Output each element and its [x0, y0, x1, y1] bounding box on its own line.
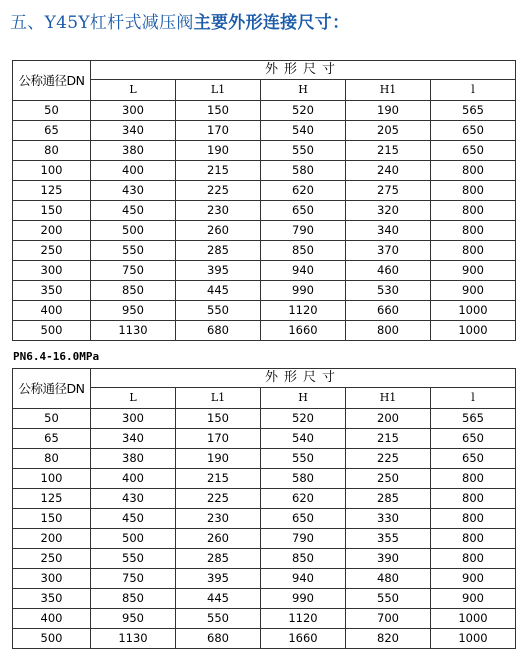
- table-cell: 550: [91, 241, 176, 261]
- table-cell: 250: [346, 469, 431, 489]
- dn-cell: 300: [13, 261, 91, 281]
- table-row: [13, 301, 516, 321]
- table-cell: 580: [261, 469, 346, 489]
- table-cell: 500: [91, 529, 176, 549]
- table-cell: 790: [261, 529, 346, 549]
- table-cell: 260: [176, 221, 261, 241]
- table-cell: 380: [91, 141, 176, 161]
- table-cell: 790: [261, 221, 346, 241]
- table-cell: 330: [346, 509, 431, 529]
- table-cell: 660: [346, 301, 431, 321]
- table-cell: 170: [176, 121, 261, 141]
- table-row: [13, 589, 516, 609]
- table-cell: 170: [176, 429, 261, 449]
- dn-cell: 80: [13, 449, 91, 469]
- table-row: [13, 489, 516, 509]
- dn-cell: 400: [13, 609, 91, 629]
- table-cell: 1120: [261, 301, 346, 321]
- table-cell: 650: [431, 121, 516, 141]
- table-cell: 530: [346, 281, 431, 301]
- table-row: [13, 221, 516, 241]
- column-header: H: [261, 80, 346, 101]
- table-cell: 215: [176, 469, 261, 489]
- table-cell: 900: [431, 281, 516, 301]
- table-cell: 900: [431, 589, 516, 609]
- table-cell: 1000: [431, 609, 516, 629]
- table-cell: 800: [431, 549, 516, 569]
- dn-cell: 200: [13, 221, 91, 241]
- table-row: [13, 629, 516, 649]
- table-cell: 500: [91, 221, 176, 241]
- table-cell: 225: [176, 489, 261, 509]
- table-cell: 650: [261, 509, 346, 529]
- table-cell: 800: [431, 161, 516, 181]
- table-cell: 450: [91, 201, 176, 221]
- table-cell: 800: [431, 509, 516, 529]
- table-cell: 1660: [261, 629, 346, 649]
- dn-header: 公称通径DN: [13, 61, 91, 101]
- table-cell: 285: [176, 241, 261, 261]
- column-header: L1: [176, 388, 261, 409]
- table-cell: 800: [431, 221, 516, 241]
- table-row: [13, 409, 516, 429]
- table-cell: 370: [346, 241, 431, 261]
- table-cell: 340: [346, 221, 431, 241]
- pressure-caption: PN6.4-16.0MPa: [13, 350, 100, 363]
- table-cell: 480: [346, 569, 431, 589]
- dn-cell: 400: [13, 301, 91, 321]
- table-row: [13, 201, 516, 221]
- table-row: [13, 509, 516, 529]
- column-header: H: [261, 388, 346, 409]
- table-cell: 215: [346, 429, 431, 449]
- table-cell: 750: [91, 569, 176, 589]
- table-cell: 620: [261, 489, 346, 509]
- column-header: l: [431, 388, 516, 409]
- table-cell: 650: [431, 449, 516, 469]
- table-cell: 990: [261, 589, 346, 609]
- table-cell: 320: [346, 201, 431, 221]
- table-row: [13, 281, 516, 301]
- table-cell: 800: [346, 321, 431, 341]
- dn-cell: 500: [13, 321, 91, 341]
- table-row: [13, 161, 516, 181]
- table-cell: 550: [261, 141, 346, 161]
- table-cell: 1130: [91, 321, 176, 341]
- table-cell: 1120: [261, 609, 346, 629]
- table-cell: 215: [176, 161, 261, 181]
- table-row: [13, 469, 516, 489]
- table-cell: 850: [261, 241, 346, 261]
- table-cell: 445: [176, 281, 261, 301]
- table-cell: 1130: [91, 629, 176, 649]
- dn-cell: 250: [13, 241, 91, 261]
- table-cell: 990: [261, 281, 346, 301]
- table-cell: 390: [346, 549, 431, 569]
- table-cell: 700: [346, 609, 431, 629]
- table-row: [13, 141, 516, 161]
- table-cell: 620: [261, 181, 346, 201]
- table-cell: 940: [261, 261, 346, 281]
- table-cell: 205: [346, 121, 431, 141]
- table-cell: 800: [431, 201, 516, 221]
- table-cell: 540: [261, 429, 346, 449]
- dn-cell: 50: [13, 101, 91, 121]
- table-cell: 680: [176, 629, 261, 649]
- table-cell: 400: [91, 469, 176, 489]
- table-cell: 820: [346, 629, 431, 649]
- table-cell: 240: [346, 161, 431, 181]
- table-cell: 1000: [431, 629, 516, 649]
- dn-cell: 100: [13, 469, 91, 489]
- table-cell: 800: [431, 181, 516, 201]
- table-cell: 355: [346, 529, 431, 549]
- table-cell: 550: [176, 301, 261, 321]
- table-row: [13, 241, 516, 261]
- dn-cell: 125: [13, 181, 91, 201]
- table-cell: 520: [261, 409, 346, 429]
- dn-cell: 150: [13, 509, 91, 529]
- table-cell: 200: [346, 409, 431, 429]
- table-cell: 1000: [431, 321, 516, 341]
- dn-cell: 100: [13, 161, 91, 181]
- dn-cell: 500: [13, 629, 91, 649]
- table-cell: 190: [176, 141, 261, 161]
- table-cell: 950: [91, 301, 176, 321]
- table-row: [13, 569, 516, 589]
- table-cell: 520: [261, 101, 346, 121]
- dn-cell: 350: [13, 281, 91, 301]
- table-cell: 300: [91, 409, 176, 429]
- table-row: [13, 181, 516, 201]
- table-row: [13, 121, 516, 141]
- table-cell: 430: [91, 181, 176, 201]
- table-cell: 460: [346, 261, 431, 281]
- table-cell: 800: [431, 489, 516, 509]
- table-cell: 225: [176, 181, 261, 201]
- table-cell: 275: [346, 181, 431, 201]
- table-row: [13, 609, 516, 629]
- table-cell: 445: [176, 589, 261, 609]
- dn-cell: 250: [13, 549, 91, 569]
- column-header: L1: [176, 80, 261, 101]
- table-cell: 285: [346, 489, 431, 509]
- table-cell: 940: [261, 569, 346, 589]
- table-cell: 395: [176, 569, 261, 589]
- table-cell: 950: [91, 609, 176, 629]
- table-row: [13, 529, 516, 549]
- table-row: [13, 449, 516, 469]
- dn-cell: 50: [13, 409, 91, 429]
- column-header: H1: [346, 388, 431, 409]
- table-row: [13, 429, 516, 449]
- table-cell: 380: [91, 449, 176, 469]
- table-cell: 225: [346, 449, 431, 469]
- table-row: [13, 261, 516, 281]
- table-cell: 230: [176, 201, 261, 221]
- table-cell: 800: [431, 241, 516, 261]
- dimensions-table-1: [12, 60, 516, 341]
- dn-cell: 125: [13, 489, 91, 509]
- table-cell: 1000: [431, 301, 516, 321]
- table-cell: 230: [176, 509, 261, 529]
- table-cell: 260: [176, 529, 261, 549]
- dn-cell: 80: [13, 141, 91, 161]
- heading-suffix: 主要外形连接尺寸：: [193, 13, 350, 33]
- dimensions-group-header: 外形尺寸: [91, 369, 516, 388]
- table-cell: 540: [261, 121, 346, 141]
- table-cell: 190: [346, 101, 431, 121]
- column-header: H1: [346, 80, 431, 101]
- column-header: L: [91, 388, 176, 409]
- table-cell: 650: [261, 201, 346, 221]
- table-cell: 850: [261, 549, 346, 569]
- table-cell: 800: [431, 469, 516, 489]
- column-header: L: [91, 80, 176, 101]
- dn-cell: 65: [13, 121, 91, 141]
- table-cell: 565: [431, 101, 516, 121]
- table-row: [13, 549, 516, 569]
- table-cell: 850: [91, 589, 176, 609]
- table-cell: 650: [431, 141, 516, 161]
- table-cell: 850: [91, 281, 176, 301]
- dimensions-table-2: [12, 368, 516, 649]
- table-row: [13, 101, 516, 121]
- table-cell: 150: [176, 101, 261, 121]
- table-cell: 550: [91, 549, 176, 569]
- table-cell: 300: [91, 101, 176, 121]
- dn-cell: 200: [13, 529, 91, 549]
- table-cell: 450: [91, 509, 176, 529]
- dn-cell: 65: [13, 429, 91, 449]
- dn-cell: 150: [13, 201, 91, 221]
- table-cell: 565: [431, 409, 516, 429]
- table-cell: 150: [176, 409, 261, 429]
- table-cell: 550: [176, 609, 261, 629]
- table-cell: 900: [431, 261, 516, 281]
- dimensions-group-header: 外形尺寸: [91, 61, 516, 80]
- table-cell: 190: [176, 449, 261, 469]
- table-cell: 285: [176, 549, 261, 569]
- table-row: [13, 321, 516, 341]
- table-cell: 215: [346, 141, 431, 161]
- heading-model: Y45Y杠杆式减压阀: [44, 13, 194, 33]
- table-cell: 1660: [261, 321, 346, 341]
- dn-cell: 300: [13, 569, 91, 589]
- table-cell: 340: [91, 121, 176, 141]
- table-cell: 340: [91, 429, 176, 449]
- table-cell: 550: [261, 449, 346, 469]
- table-cell: 800: [431, 529, 516, 549]
- page-heading: [10, 8, 349, 33]
- table-cell: 550: [346, 589, 431, 609]
- column-header: l: [431, 80, 516, 101]
- table-cell: 650: [431, 429, 516, 449]
- table-cell: 580: [261, 161, 346, 181]
- dn-header: 公称通径DN: [13, 369, 91, 409]
- table-cell: 900: [431, 569, 516, 589]
- table-cell: 395: [176, 261, 261, 281]
- table-cell: 680: [176, 321, 261, 341]
- table-cell: 430: [91, 489, 176, 509]
- table-cell: 400: [91, 161, 176, 181]
- dn-cell: 350: [13, 589, 91, 609]
- table-cell: 750: [91, 261, 176, 281]
- heading-prefix: 五、: [10, 13, 45, 33]
